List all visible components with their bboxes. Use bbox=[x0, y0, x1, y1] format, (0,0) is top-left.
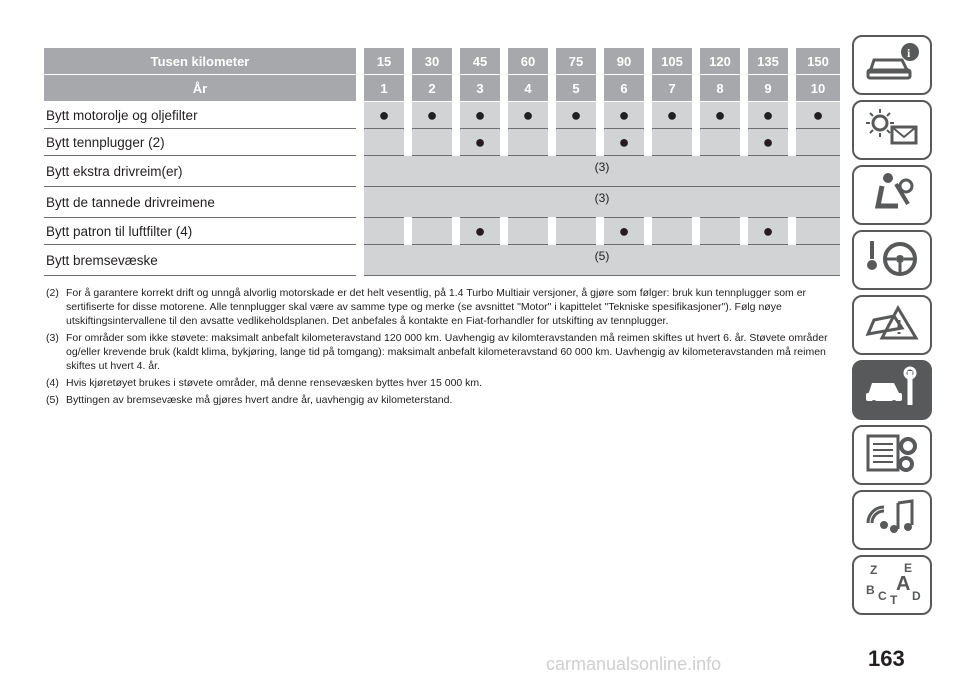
footnote-text: For områder som ikke støvete: maksimalt anbefalt kilometeravstand 120 000 km. Uavhengig av kilomteravstanden må reimen skiftes ut hvert 6. år. Støvete områder og/eller krevende bruk (kaldt klima, bykjøring, lange tid på tomgang): maksimalt anbefalt kilometeravstand 60 000 km. Uavhengig av kilometeravstanden må reimen skiftes ut hvert 4. år. bbox=[66, 332, 828, 372]
header-km-row-value: 30 bbox=[408, 48, 456, 75]
chapter-tab[interactable] bbox=[852, 490, 932, 550]
footnotes bbox=[46, 286, 836, 410]
header-year-row-value: 6 bbox=[600, 75, 648, 102]
empty-cell bbox=[792, 218, 840, 245]
service-dot: ● bbox=[408, 102, 456, 129]
service-dot: ● bbox=[360, 102, 408, 129]
footnote-id: (5) bbox=[46, 394, 59, 406]
footnote-id: (4) bbox=[46, 377, 59, 389]
empty-cell bbox=[408, 218, 456, 245]
header-year-row-value: 3 bbox=[456, 75, 504, 102]
service-dot: ● bbox=[504, 102, 552, 129]
chapter-tab[interactable] bbox=[852, 230, 932, 290]
header-year-row-value: 4 bbox=[504, 75, 552, 102]
service-dot: ● bbox=[456, 218, 504, 245]
table-row bbox=[44, 245, 840, 276]
chapter-tab[interactable] bbox=[852, 295, 932, 355]
index-letter: A bbox=[896, 572, 911, 595]
row-note-ref: (3) bbox=[360, 187, 840, 218]
service-dot: ● bbox=[456, 102, 504, 129]
service-dot: ● bbox=[456, 129, 504, 156]
row-label: Bytt tennplugger (2) bbox=[44, 129, 360, 156]
service-dot: ● bbox=[600, 129, 648, 156]
footnote-text: Byttingen av bremsevæske må gjøres hvert andre år, uavhengig av kilometerstand. bbox=[66, 394, 453, 406]
page-number: 163 bbox=[868, 646, 905, 671]
service-dot: ● bbox=[648, 102, 696, 129]
row-label: Bytt bremsevæske bbox=[44, 245, 360, 276]
service-dot: ● bbox=[744, 218, 792, 245]
empty-cell bbox=[648, 129, 696, 156]
header-km-row-value: 150 bbox=[792, 48, 840, 75]
header-year-row-value: 10 bbox=[792, 75, 840, 102]
header-km-row-value: 90 bbox=[600, 48, 648, 75]
row-note-ref: (3) bbox=[360, 156, 840, 187]
chapter-tab[interactable] bbox=[852, 360, 932, 420]
header-km-row-value: 60 bbox=[504, 48, 552, 75]
index-letter: Z bbox=[870, 562, 878, 577]
specifications-icon bbox=[862, 430, 922, 481]
empty-cell bbox=[552, 129, 600, 156]
empty-cell bbox=[792, 129, 840, 156]
empty-cell bbox=[552, 218, 600, 245]
row-label: Bytt patron til luftfilter (4) bbox=[44, 218, 360, 245]
service-dot: ● bbox=[600, 218, 648, 245]
footnote bbox=[46, 393, 836, 407]
header-km-row-value: 120 bbox=[696, 48, 744, 75]
chapter-sidebar bbox=[852, 35, 934, 620]
seat-airbag-icon bbox=[862, 170, 922, 221]
service-dot: ● bbox=[744, 129, 792, 156]
footnote bbox=[46, 376, 836, 390]
header-year-row-value: 7 bbox=[648, 75, 696, 102]
header-km-row-value: 45 bbox=[456, 48, 504, 75]
table-row bbox=[44, 129, 840, 156]
chapter-tab[interactable] bbox=[852, 425, 932, 485]
car-info-icon bbox=[862, 40, 922, 91]
empty-cell bbox=[648, 218, 696, 245]
footnote-id: (3) bbox=[46, 332, 59, 344]
service-dot: ● bbox=[600, 102, 648, 129]
header-km-row bbox=[44, 48, 840, 75]
alphabet-index-icon bbox=[862, 560, 922, 611]
chapter-tab[interactable] bbox=[852, 35, 932, 95]
chapter-tab[interactable] bbox=[852, 100, 932, 160]
header-year-row-value: 2 bbox=[408, 75, 456, 102]
footnote-text: Hvis kjøretøyet brukes i støvete områder, må denne rensevæsken byttes hver 15 000 km. bbox=[66, 377, 483, 389]
warning-light-icon bbox=[862, 105, 922, 156]
footnote-text: For å garantere korrekt drift og unngå alvorlig motorskade er det helt vesentlig, på 1.4 Turbo Multiair versjoner, å gjøre som følger: bruk kun tennplugger som er sertifiserte for disse motorene. Alle tennplugger skal være av samme type og merke (se avsnittet "Motor" i kapittelet "Tekniske spesifikasjoner"). Følg nøye utskiftingsintervallene til den avsatte vedlikeholdsplanen. Det anbefales å kontakte en Fiat-forhandler for utskifting av tennplugger. bbox=[66, 287, 807, 327]
header-year-row-label: År bbox=[44, 75, 360, 102]
footnote-id: (2) bbox=[46, 287, 59, 299]
header-km-row-value: 15 bbox=[360, 48, 408, 75]
footnote bbox=[46, 331, 836, 373]
header-year-row-value: 8 bbox=[696, 75, 744, 102]
header-km-row-label: Tusen kilometer bbox=[44, 48, 360, 75]
table-row bbox=[44, 102, 840, 129]
maintenance-table bbox=[44, 48, 840, 276]
header-year-row-value: 5 bbox=[552, 75, 600, 102]
footnote bbox=[46, 286, 836, 328]
empty-cell bbox=[504, 218, 552, 245]
table-row bbox=[44, 156, 840, 187]
header-km-row-value: 105 bbox=[648, 48, 696, 75]
header-year-row bbox=[44, 75, 840, 102]
row-label: Bytt de tannede drivreimene bbox=[44, 187, 360, 218]
header-km-row-value: 135 bbox=[744, 48, 792, 75]
empty-cell bbox=[696, 129, 744, 156]
index-letter: B bbox=[866, 582, 875, 597]
chapter-tab[interactable] bbox=[852, 555, 932, 615]
service-dot: ● bbox=[792, 102, 840, 129]
multimedia-icon bbox=[862, 495, 922, 546]
watermark: carmanualsonline.info bbox=[546, 654, 722, 674]
index-letter: E bbox=[904, 560, 913, 575]
steering-wheel-icon bbox=[862, 235, 922, 286]
row-label: Bytt ekstra drivreim(er) bbox=[44, 156, 360, 187]
header-year-row-value: 9 bbox=[744, 75, 792, 102]
service-dot: ● bbox=[696, 102, 744, 129]
index-letter: T bbox=[890, 592, 898, 606]
car-service-icon bbox=[862, 365, 922, 416]
chapter-tab[interactable] bbox=[852, 165, 932, 225]
empty-cell bbox=[504, 129, 552, 156]
row-note-ref: (5) bbox=[360, 245, 840, 276]
service-dot: ● bbox=[552, 102, 600, 129]
car-accident-icon bbox=[862, 300, 922, 351]
empty-cell bbox=[360, 129, 408, 156]
empty-cell bbox=[696, 218, 744, 245]
table-row bbox=[44, 218, 840, 245]
row-label: Bytt motorolje og oljefilter bbox=[44, 102, 360, 129]
header-year-row-value: 1 bbox=[360, 75, 408, 102]
index-letter: D bbox=[912, 588, 921, 603]
index-letter: C bbox=[878, 588, 887, 603]
empty-cell bbox=[408, 129, 456, 156]
header-km-row-value: 75 bbox=[552, 48, 600, 75]
table-row bbox=[44, 187, 840, 218]
empty-cell bbox=[360, 218, 408, 245]
svg-text:i: i bbox=[907, 45, 911, 60]
service-dot: ● bbox=[744, 102, 792, 129]
